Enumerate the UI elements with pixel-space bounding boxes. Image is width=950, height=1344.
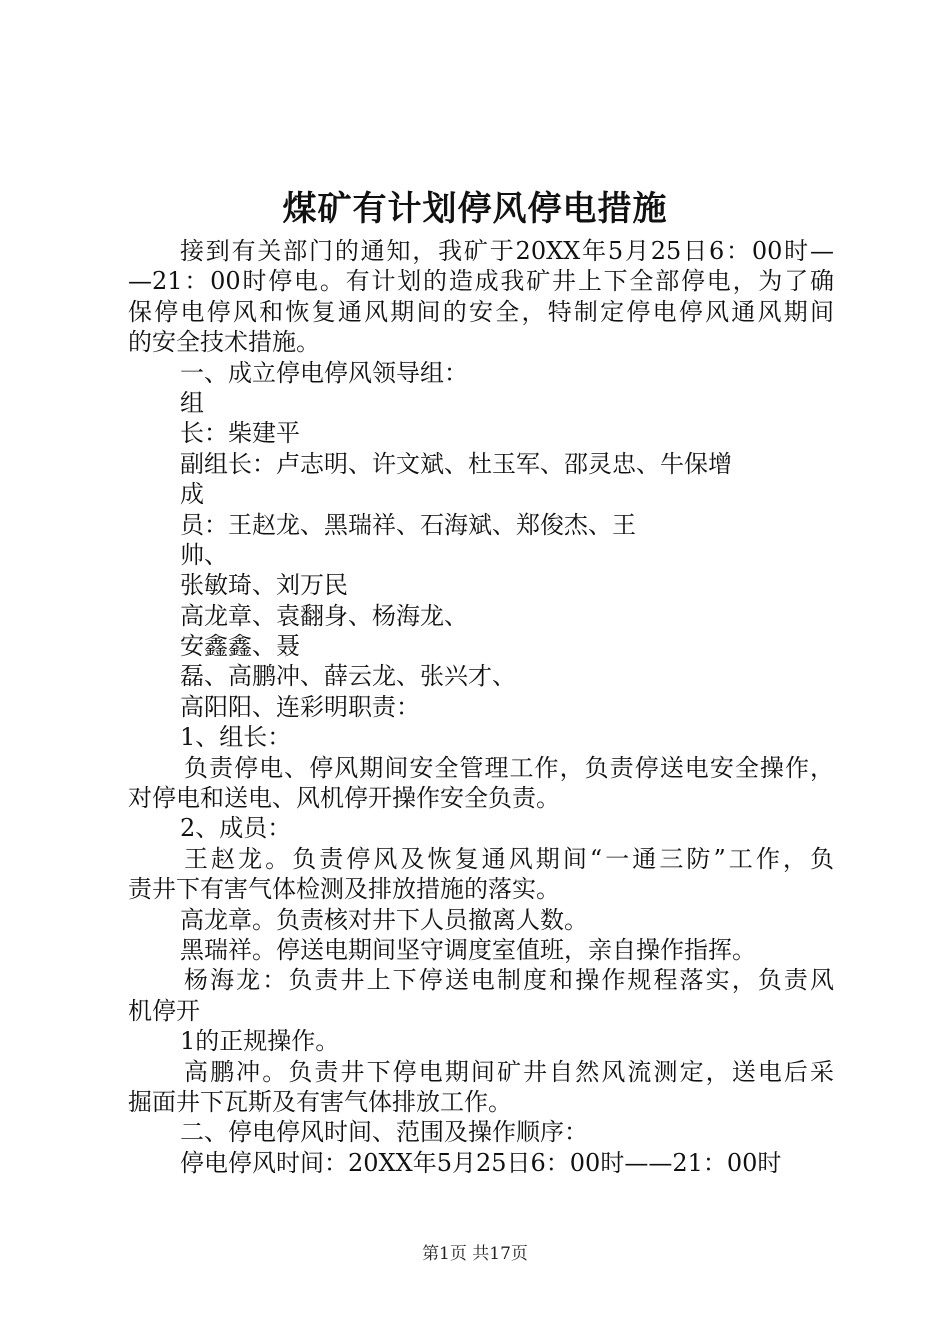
- body-line: 安鑫鑫、聂: [180, 632, 300, 661]
- body-line: —21：00时停电。有计划的造成我矿井上下全部停电，为了确: [128, 267, 834, 296]
- body-line: 磊、高鹏冲、薛云龙、张兴才、: [180, 662, 516, 691]
- body-line: 的安全技术措施。: [128, 328, 320, 357]
- document-body: [128, 236, 834, 1178]
- body-line: 1的正规操作。: [180, 1027, 340, 1056]
- body-line: 责井下有害气体检测及排放措施的落实。: [128, 875, 560, 904]
- body-line: 保停电停风和恢复通风期间的安全，特制定停电停风通风期间: [128, 297, 834, 326]
- document-title: 煤矿有计划停风停电措施: [282, 189, 668, 229]
- body-line: 杨海龙：负责井上下停送电制度和操作规程落实，负责风: [184, 966, 834, 995]
- body-line: 高龙章。负责核对井下人员撤离人数。: [180, 905, 588, 934]
- body-line: 员：王赵龙、黑瑞祥、石海斌、郑俊杰、王: [180, 510, 636, 539]
- section-heading: 二、停电停风时间、范围及操作顺序：: [180, 1118, 588, 1147]
- body-line: 1、组长：: [180, 723, 292, 752]
- body-line: 对停电和送电、风机停开操作安全负责。: [128, 784, 560, 813]
- body-line: 停电停风时间：20XX年5月25日6：00时——21：00时: [180, 1148, 782, 1177]
- body-line: 帅、: [180, 540, 228, 569]
- body-line: 副组长：卢志明、许文斌、杜玉军、邵灵忠、牛保增: [180, 449, 732, 478]
- body-line: 机停开: [128, 996, 200, 1025]
- body-line: 成: [180, 480, 204, 509]
- body-line: 2、成员：: [180, 814, 292, 843]
- body-line: 张敏琦、刘万民: [180, 571, 348, 600]
- body-line: 组: [180, 388, 204, 417]
- body-line: 王赵龙。负责停风及恢复通风期间“一通三防”工作，负: [184, 844, 834, 873]
- body-line: 掘面井下瓦斯及有害气体排放工作。: [128, 1087, 512, 1116]
- body-line: 高阳阳、连彩明职责：: [180, 692, 420, 721]
- body-line: 高龙章、袁翻身、杨海龙、: [180, 601, 468, 630]
- body-line: 负责停电、停风期间安全管理工作，负责停送电安全操作，: [184, 753, 834, 782]
- body-line: 接到有关部门的通知，我矿于20XX年5月25日6：00时—: [180, 237, 834, 265]
- body-line: 高鹏冲。负责井下停电期间矿井自然风流测定，送电后采: [184, 1057, 834, 1086]
- section-heading: 一、成立停电停风领导组：: [180, 358, 468, 387]
- body-line: 黑瑞祥。停送电期间坚守调度室值班，亲自操作指挥。: [180, 935, 756, 964]
- body-line: 长：柴建平: [180, 419, 300, 448]
- page-number-footer: 第1页 共17页: [422, 1244, 528, 1264]
